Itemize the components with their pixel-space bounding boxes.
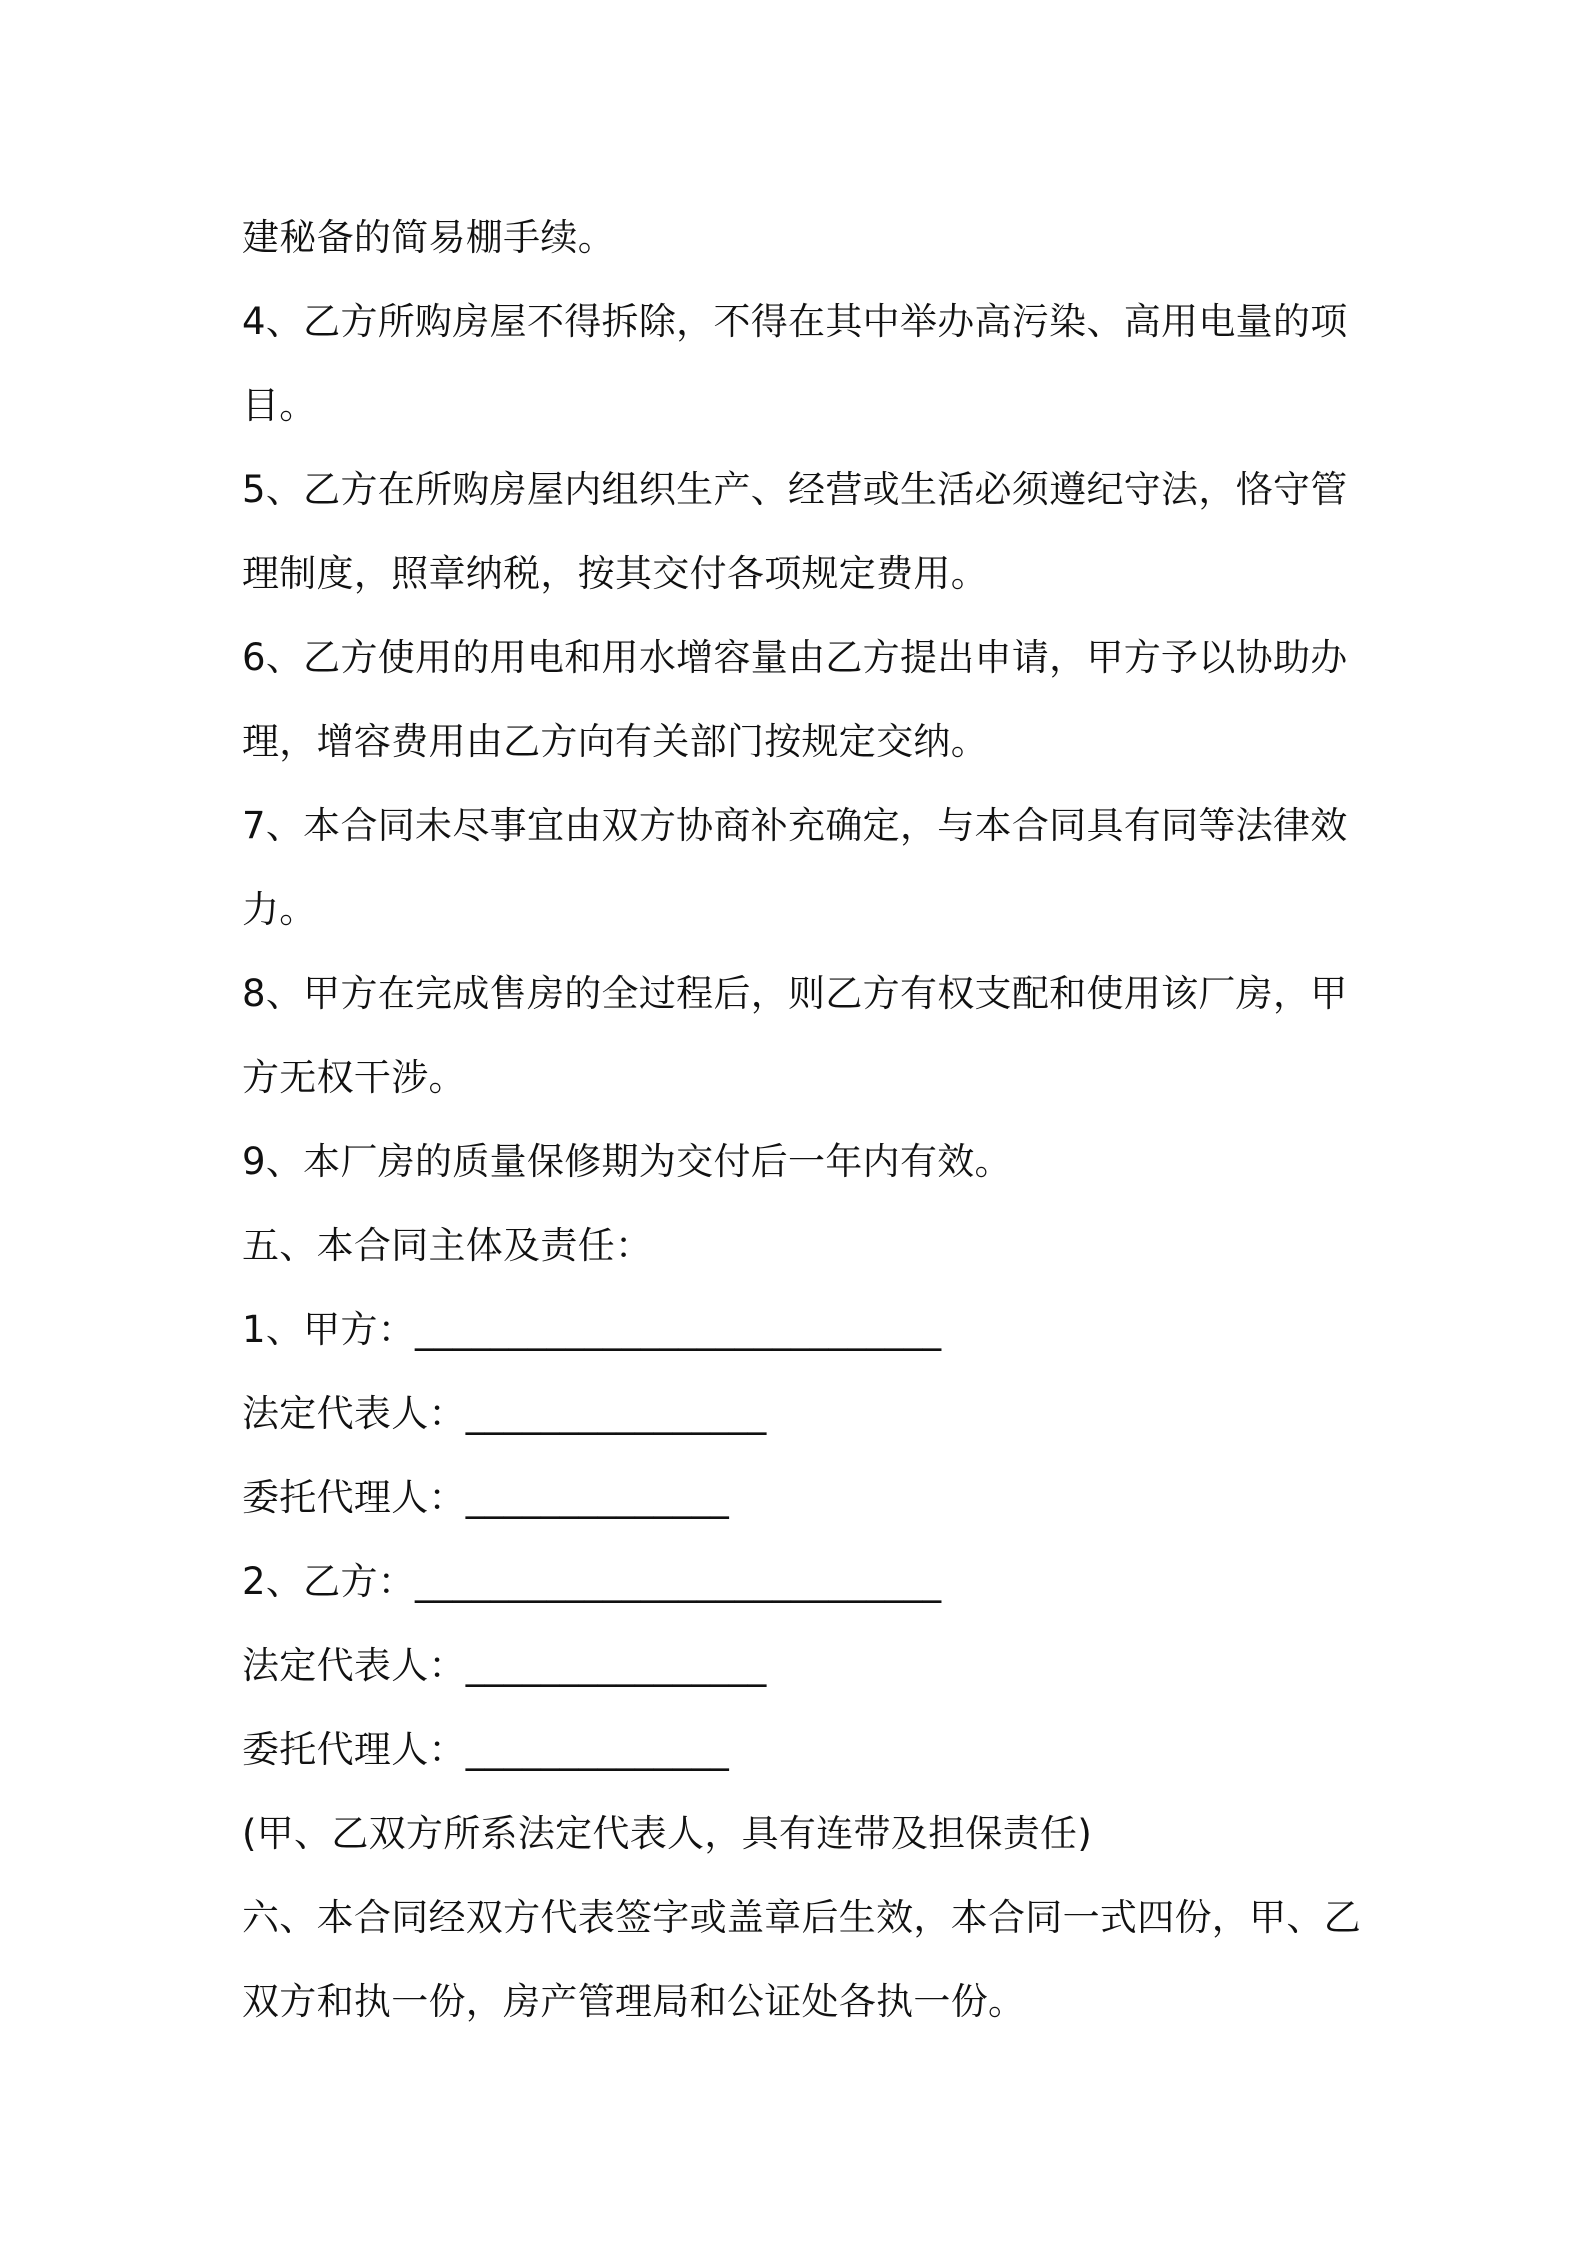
party-b-field: 2、乙方：____________________________ [242,1560,942,1603]
party-a-agent-field: 委托代理人：______________ [242,1476,729,1519]
liability-note: (甲、乙双方所系法定代表人，具有连带及担保责任) [242,1812,1093,1855]
text-line: 理，增容费用由乙方向有关部门按规定交纳。 [242,720,988,763]
text-line: 7、本合同未尽事宜由双方协商补充确定，与本合同具有同等法律效 [242,804,1348,847]
text-line: 9、本厂房的质量保修期为交付后一年内有效。 [242,1140,1012,1183]
text-line: 8、甲方在完成售房的全过程后，则乙方有权支配和使用该厂房，甲 [242,972,1348,1015]
text-line: 5、乙方在所购房屋内组织生产、经营或生活必须遵纪守法，恪守管 [242,468,1348,511]
text-line: 4、乙方所购房屋不得拆除，不得在其中举办高污染、高用电量的项 [242,300,1348,343]
section-heading: 六、本合同经双方代表签字或盖章后生效，本合同一式四份，甲、乙 [242,1896,1361,1939]
document-body [242,196,1361,2044]
text-line: 建秘备的简易棚手续。 [242,216,615,259]
party-b-legal-rep-field: 法定代表人：________________ [242,1644,767,1687]
text-line: 目。 [242,384,317,427]
text-line: 双方和执一份，房产管理局和公证处各执一份。 [242,1980,1026,2023]
text-line: 6、乙方使用的用电和用水增容量由乙方提出申请，甲方予以协助办 [242,636,1348,679]
party-a-field: 1、甲方：____________________________ [242,1308,942,1351]
text-line: 方无权干涉。 [242,1056,466,1099]
party-b-agent-field: 委托代理人：______________ [242,1728,729,1771]
party-a-legal-rep-field: 法定代表人：________________ [242,1392,767,1435]
text-line: 理制度，照章纳税，按其交付各项规定费用。 [242,552,988,595]
text-line: 力。 [242,888,317,931]
section-heading: 五、本合同主体及责任： [242,1224,653,1267]
